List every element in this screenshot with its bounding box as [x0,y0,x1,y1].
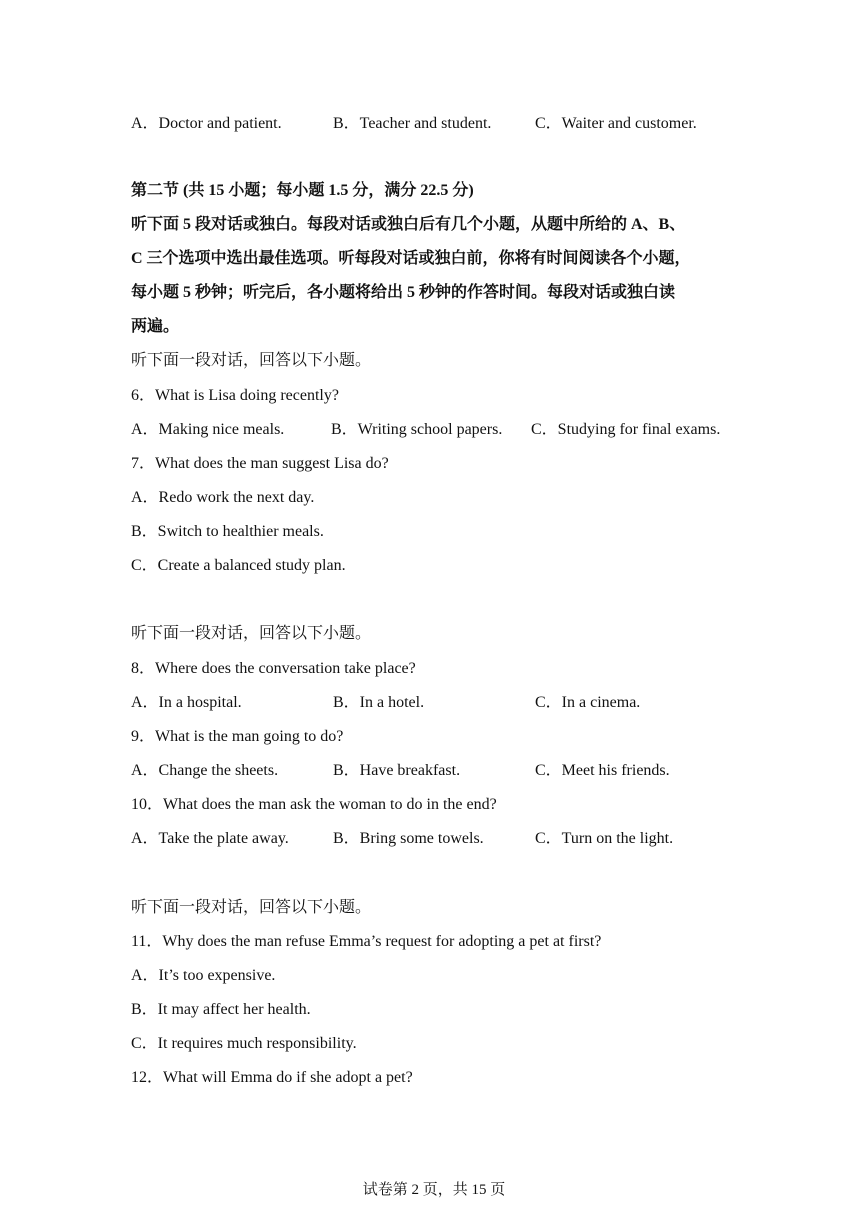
q10-option-a: A．Take the plate away. [131,830,289,847]
question-8: 8．Where does the conversation take place? [131,660,416,677]
instructions-line-2: C 三个选项中选出最佳选项。听每段对话或独白前，你将有时间阅读各个小题， [131,250,691,267]
q8-option-b: B．In a hotel. [333,694,425,711]
q6-option-a: A．Making nice meals. [131,421,285,438]
question-11: 11．Why does the man refuse Emma’s request for adopting a pet at first? [131,933,602,950]
instructions-line-1: 听下面 5 段对话或独白。每段对话或独白后有几个小题，从题中所给的 A、B、 [131,216,686,233]
q7-option-c: C．Create a balanced study plan. [131,557,346,574]
q9-option-c: C．Meet his friends. [535,762,670,779]
question-12: 12．What will Emma do if she adopt a pet? [131,1069,413,1086]
q11-option-b: B．It may affect her health. [131,1001,311,1018]
q10-option-c: C．Turn on the light. [535,830,674,847]
q9-option-a: A．Change the sheets. [131,762,279,779]
q6-option-c: C．Studying for final exams. [531,421,721,438]
group3-intro: 听下面一段对话，回答以下小题。 [131,899,372,916]
question-9: 9．What is the man going to do? [131,728,344,745]
section-heading: 第二节 (共 15 小题；每小题 1.5 分，满分 22.5 分) [131,182,474,199]
q8-option-a: A．In a hospital. [131,694,242,711]
q11-option-a: A．It’s too expensive. [131,967,276,984]
instructions-line-3: 每小题 5 秒钟；听完后，各小题将给出 5 秒钟的作答时间。每段对话或独白读 [131,284,676,301]
q5-option-c: C．Waiter and customer. [535,115,697,132]
q8-option-c: C．In a cinema. [535,694,641,711]
group1-intro: 听下面一段对话，回答以下小题。 [131,352,372,369]
q7-option-a: A．Redo work the next day. [131,489,315,506]
q5-option-b: B．Teacher and student. [333,115,492,132]
q5-option-a: A．Doctor and patient. [131,115,282,132]
instructions-line-4: 两遍。 [131,318,180,335]
q9-option-b: B．Have breakfast. [333,762,461,779]
q7-option-b: B．Switch to healthier meals. [131,523,324,540]
group2-intro: 听下面一段对话，回答以下小题。 [131,625,372,642]
question-10: 10．What does the man ask the woman to do in the end? [131,796,497,813]
page-footer: 试卷第 2 页，共 15 页 [362,1182,506,1198]
q6-option-b: B．Writing school papers. [331,421,503,438]
question-7: 7．What does the man suggest Lisa do? [131,455,389,472]
question-6: 6．What is Lisa doing recently? [131,387,339,404]
q11-option-c: C．It requires much responsibility. [131,1035,357,1052]
q10-option-b: B．Bring some towels. [333,830,484,847]
